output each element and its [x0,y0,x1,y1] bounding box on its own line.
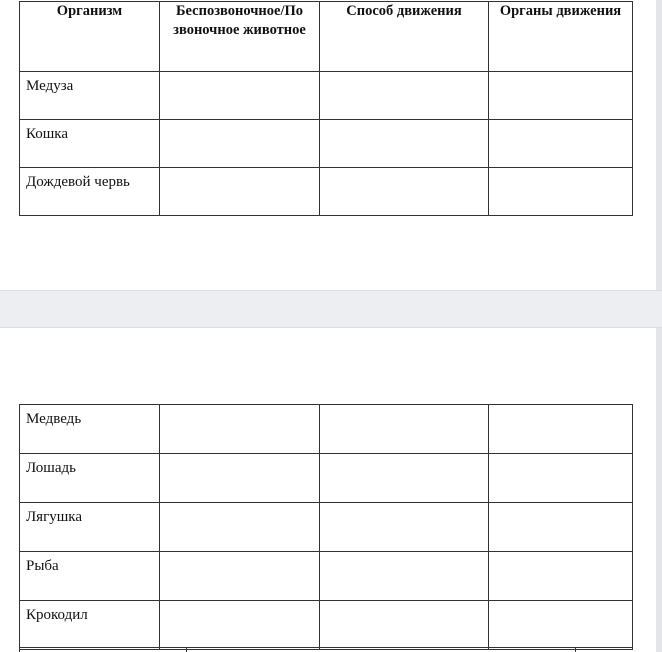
table-row [20,168,633,216]
table-row [20,503,633,552]
document-page-1 [0,0,662,290]
organism-table-part-2 [19,404,633,650]
column-tick [575,648,576,652]
page-edge-shadow [656,328,662,652]
empty-cell [489,552,633,601]
organism-name: Медведь [26,411,82,427]
organism-table-part-1 [19,1,633,216]
empty-cell [320,72,489,120]
empty-cell [320,503,489,552]
column-tick [19,648,20,652]
page-break-gap [0,290,662,328]
table-row [20,405,633,454]
organism-name: Лягушка [26,509,82,525]
empty-cell [489,72,633,120]
page-edge-shadow [656,0,662,290]
empty-cell [489,120,633,168]
table-row [20,72,633,120]
header-organism: Организм [20,2,160,72]
table-header-row [20,2,633,72]
empty-cell [489,405,633,454]
organism-cell [20,168,160,216]
empty-cell [160,454,320,503]
organism-cell [20,503,160,552]
organism-cell [20,405,160,454]
organism-name: Крокодил [26,607,88,623]
header-movement-organs: Органы движения [489,2,633,72]
empty-cell [320,454,489,503]
empty-cell [489,168,633,216]
organism-name: Рыба [26,558,59,574]
empty-cell [489,503,633,552]
organism-cell [20,552,160,601]
organism-cell [20,72,160,120]
organism-cell [20,120,160,168]
next-table-top-border [19,647,632,652]
empty-cell [160,503,320,552]
organism-cell [20,601,160,650]
document-page-2 [0,328,662,652]
organism-name: Медуза [26,78,74,94]
empty-cell [160,168,320,216]
empty-cell [160,405,320,454]
empty-cell [160,601,320,650]
empty-cell [489,601,633,650]
table-row [20,454,633,503]
empty-cell [160,72,320,120]
empty-cell [320,552,489,601]
organism-cell [20,454,160,503]
empty-cell [160,120,320,168]
empty-cell [160,552,320,601]
empty-cell [320,168,489,216]
header-movement-method: Способ движения [320,2,489,72]
header-invertebrate-vertebrate: Беспозвоночное/По звоночное животное [160,2,320,72]
table-row [20,601,633,650]
empty-cell [320,601,489,650]
empty-cell [489,454,633,503]
empty-cell [320,120,489,168]
column-tick [186,648,187,652]
organism-name: Кошка [26,126,69,142]
table-row [20,552,633,601]
organism-name: Дождевой червь [26,174,130,190]
organism-name: Лошадь [26,460,76,476]
table-row [20,120,633,168]
empty-cell [320,405,489,454]
